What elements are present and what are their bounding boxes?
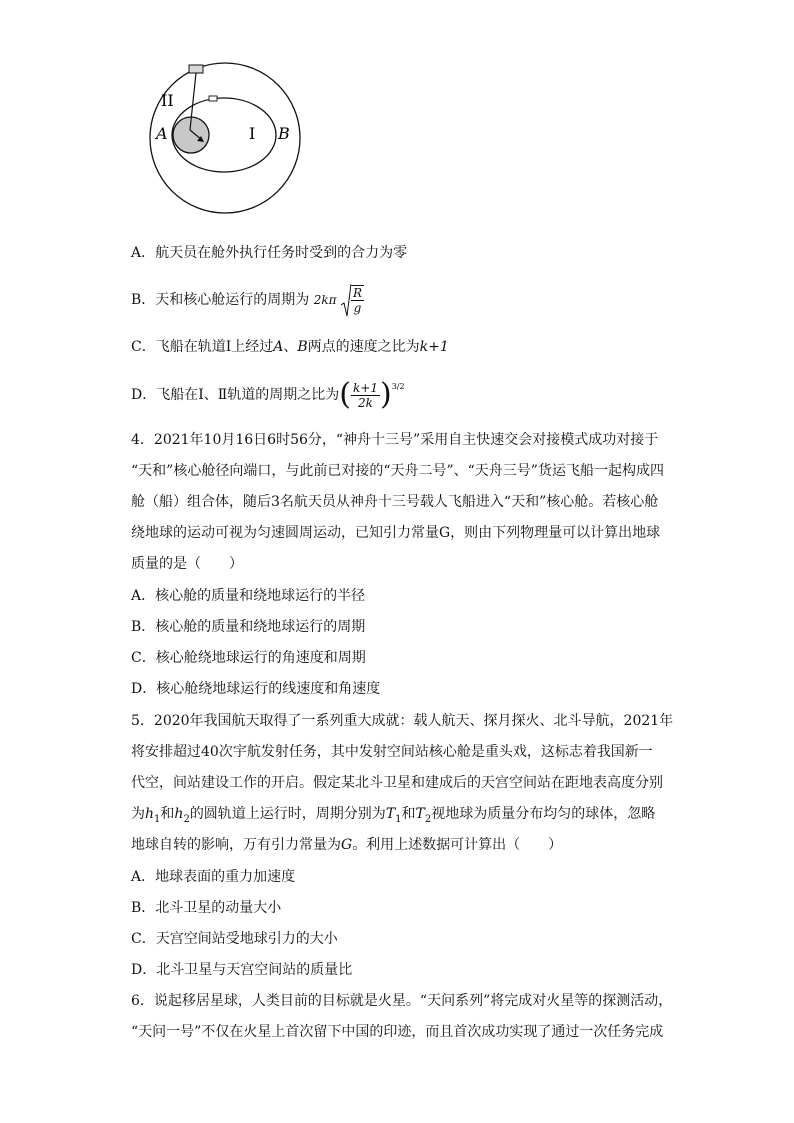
q4-stem-line-3: 舱（船）组合体，随后3名航天员从神舟十三号载人飞船进入“天和”核心舱。若核心舱 bbox=[131, 494, 659, 510]
q5-T2: T bbox=[415, 806, 425, 822]
q5-line5-text-b: 。利用上述数据可计算出（ ） bbox=[352, 837, 563, 853]
q3-option-c bbox=[131, 337, 449, 357]
right-paren-icon: ) bbox=[379, 377, 392, 412]
q6-stem-line-1: 6．说起移居星球，人类目前的目标就是火星。“天问系列”将完成对火星等的探测活动， bbox=[131, 993, 673, 1009]
q5-stem-line-4 bbox=[131, 804, 655, 830]
q4-option-d: D．核心舱绕地球运行的线速度和角速度 bbox=[131, 681, 381, 697]
q4-stem-line-2: “天和”核心舱径向端口，与此前已对接的“天舟二号”、“天舟三号”货运飞船一起构成四 bbox=[131, 463, 664, 479]
q3-option-b-text: B．天和核心舱运行的周期为 bbox=[131, 292, 310, 308]
q3-option-c-ratio: k+1 bbox=[419, 339, 449, 355]
q3-option-d-exponent: 3/2 bbox=[391, 382, 405, 391]
q3-option-c-sep: 、 bbox=[283, 339, 298, 355]
q4-stem-line-1: 4．2021年10月16日6时56分，“神舟十三号”采用自主快速交会对接模式成功对接于 bbox=[131, 432, 659, 448]
q3-option-d bbox=[131, 377, 405, 412]
q5-line5-text-a: 地球自转的影响，万有引力常量为 bbox=[131, 837, 341, 853]
q3-option-d-text: D．飞船在Ⅰ、Ⅱ轨道的周期之比为 bbox=[131, 387, 340, 403]
q3-option-d-fraction bbox=[351, 381, 380, 410]
q5-line4-text-b: 和 bbox=[160, 806, 175, 822]
q4-stem-line-4: 绕地球的运动可视为匀速圆周运动，已知引力常量G，则由下列物理量可以计算出地球 bbox=[131, 525, 661, 541]
q5-h1: h bbox=[145, 806, 155, 822]
q3-option-c-mid: 两点的速度之比为 bbox=[307, 339, 420, 355]
q5-option-d: D．北斗卫星与天宫空间站的质量比 bbox=[131, 962, 353, 978]
q5-G: G bbox=[341, 837, 353, 853]
q3-option-a: A．航天员在舱外执行任务时受到的合力为零 bbox=[131, 245, 408, 261]
q3-option-d-den: 2k bbox=[358, 395, 373, 410]
space-station-icon bbox=[189, 65, 203, 73]
q5-stem-line-2: 将安排超过40次宇航发射任务，其中发射空间站核心舱是重头戏，这标志着我国新一 bbox=[131, 744, 653, 760]
spacecraft-icon bbox=[209, 96, 217, 101]
q3-option-d-num: k+1 bbox=[353, 380, 378, 395]
q3-option-b-num: R bbox=[353, 286, 363, 300]
orbit-diagram bbox=[145, 58, 305, 218]
q4-option-b: B．核心舱的质量和绕地球运行的周期 bbox=[131, 619, 366, 635]
q5-line4-text-e: 视地球为质量分布均匀的球体，忽略 bbox=[431, 806, 656, 822]
q4-option-a: A．核心舱的质量和绕地球运行的半径 bbox=[131, 588, 366, 604]
label-orbit-I: I bbox=[249, 124, 256, 143]
label-orbit-II: II bbox=[161, 91, 174, 110]
q3-option-b bbox=[131, 283, 364, 317]
q5-h2-sub: 2 bbox=[183, 813, 190, 825]
q3-option-b-coef: 2kπ bbox=[313, 293, 337, 307]
q4-stem-line-5: 质量的是（ ） bbox=[131, 556, 243, 572]
q5-T1: T bbox=[385, 806, 396, 822]
q5-stem-line-5 bbox=[131, 835, 562, 855]
q4-option-c: C．核心舱绕地球运行的角速度和周期 bbox=[131, 650, 366, 666]
q5-h1-sub: 1 bbox=[154, 813, 161, 825]
q5-T1-sub: 1 bbox=[395, 813, 402, 825]
q5-stem-line-3: 代空，间站建设工作的开启。假定某北斗卫星和建成后的天宫空间站在距地表高度分别 bbox=[131, 775, 663, 791]
q5-line4-text-d: 和 bbox=[401, 806, 416, 822]
q3-option-c-B: B bbox=[297, 339, 308, 355]
q3-option-b-fraction bbox=[351, 285, 364, 315]
q3-option-b-den: g bbox=[353, 301, 362, 315]
q5-option-b: B．北斗卫星的动量大小 bbox=[131, 900, 282, 916]
q5-line4-text-c: 的圆轨道上运行时，周期分别为 bbox=[189, 806, 386, 822]
q5-option-a: A．地球表面的重力加速度 bbox=[131, 869, 296, 885]
label-A: A bbox=[156, 124, 168, 143]
q5-option-c: C．天宫空间站受地球引力的大小 bbox=[131, 931, 338, 947]
q6-stem-line-2: “天问一号”不仅在火星上首次留下中国的印迹，而且首次成功实现了通过一次任务完成 bbox=[131, 1024, 664, 1040]
label-B: B bbox=[278, 124, 290, 143]
q3-option-c-A: A bbox=[273, 339, 284, 355]
q5-stem-line-1: 5．2020年我国航天取得了一系列重大成就：载人航天、探月探火、北斗导航，2021年 bbox=[131, 713, 674, 729]
sqrt-symbol-icon bbox=[341, 283, 351, 317]
q3-option-c-text: C．飞船在轨道Ⅰ上经过 bbox=[131, 339, 274, 355]
q5-line4-text-a: 为 bbox=[131, 806, 145, 822]
q5-h2: h bbox=[174, 806, 184, 822]
q5-T2-sub: 2 bbox=[424, 813, 432, 825]
left-paren-icon: ( bbox=[339, 377, 351, 412]
